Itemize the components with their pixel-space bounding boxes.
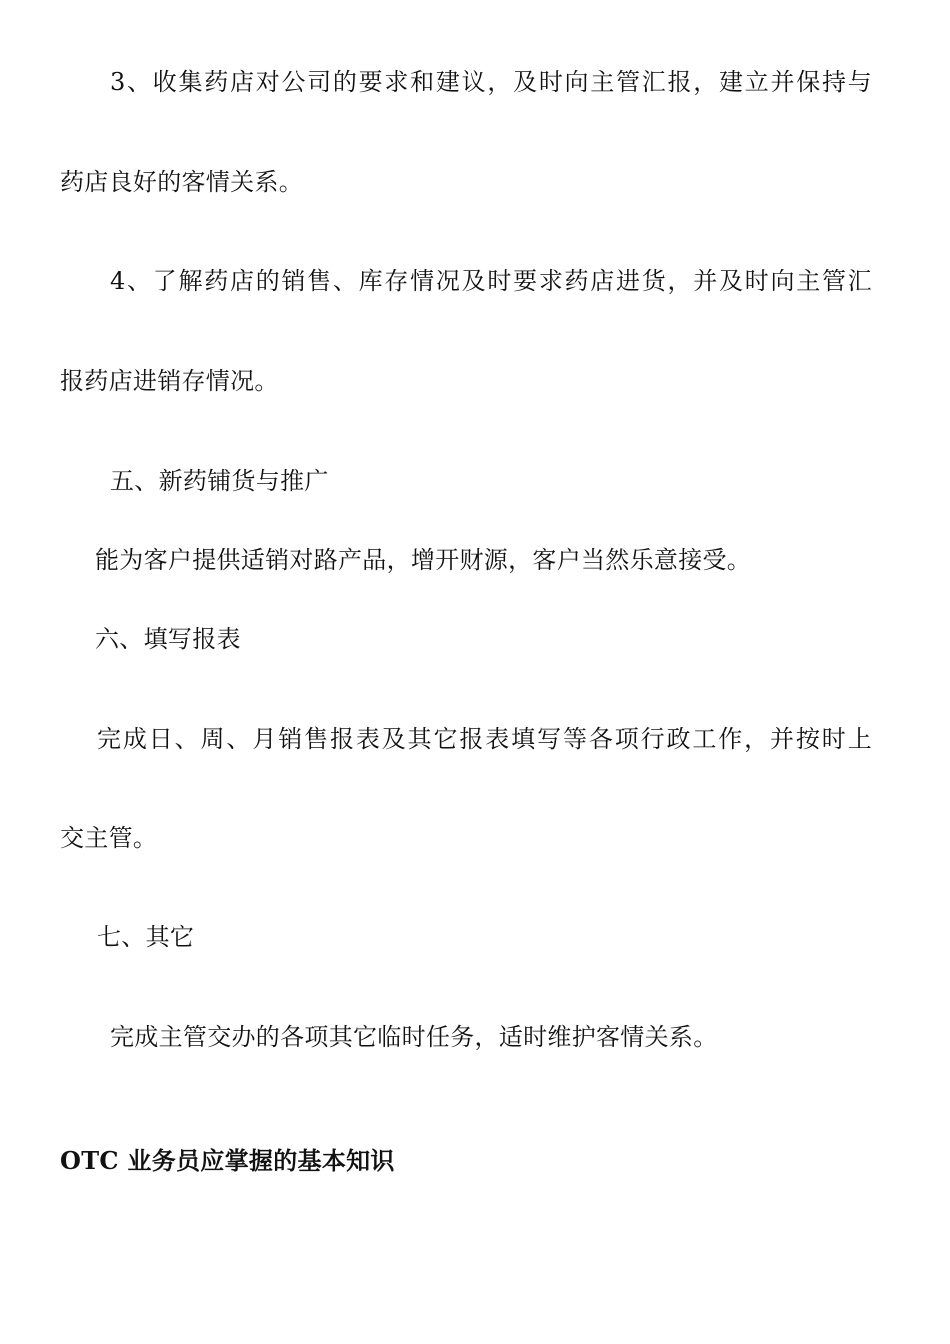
section-6-body-line-2: 交主管。: [60, 824, 158, 852]
section-6-heading: 六、填写报表: [95, 625, 241, 653]
paragraph-4-line-2: 报药店进销存情况。: [60, 367, 279, 395]
paragraph-4-line-1: 4、了解药店的销售、库存情况及时要求药店进货，并及时向主管汇: [110, 267, 872, 295]
section-6-body-line-1: 完成日、周、月销售报表及其它报表填写等各项行政工作，并按时上: [97, 725, 872, 753]
section-5-body: 能为客户提供适销对路产品，增开财源，客户当然乐意接受。: [95, 546, 752, 574]
paragraph-3-line-1: 3、收集药店对公司的要求和建议，及时向主管汇报，建立并保持与: [110, 68, 872, 96]
section-5-heading: 五、新药铺货与推广: [110, 467, 329, 495]
section-7-heading: 七、其它: [97, 923, 195, 951]
section-7-body: 完成主管交办的各项其它临时任务，适时维护客情关系。: [110, 1023, 718, 1051]
next-section-title: OTC 业务员应掌握的基本知识: [60, 1146, 395, 1175]
paragraph-3-line-2: 药店良好的客情关系。: [60, 168, 303, 196]
